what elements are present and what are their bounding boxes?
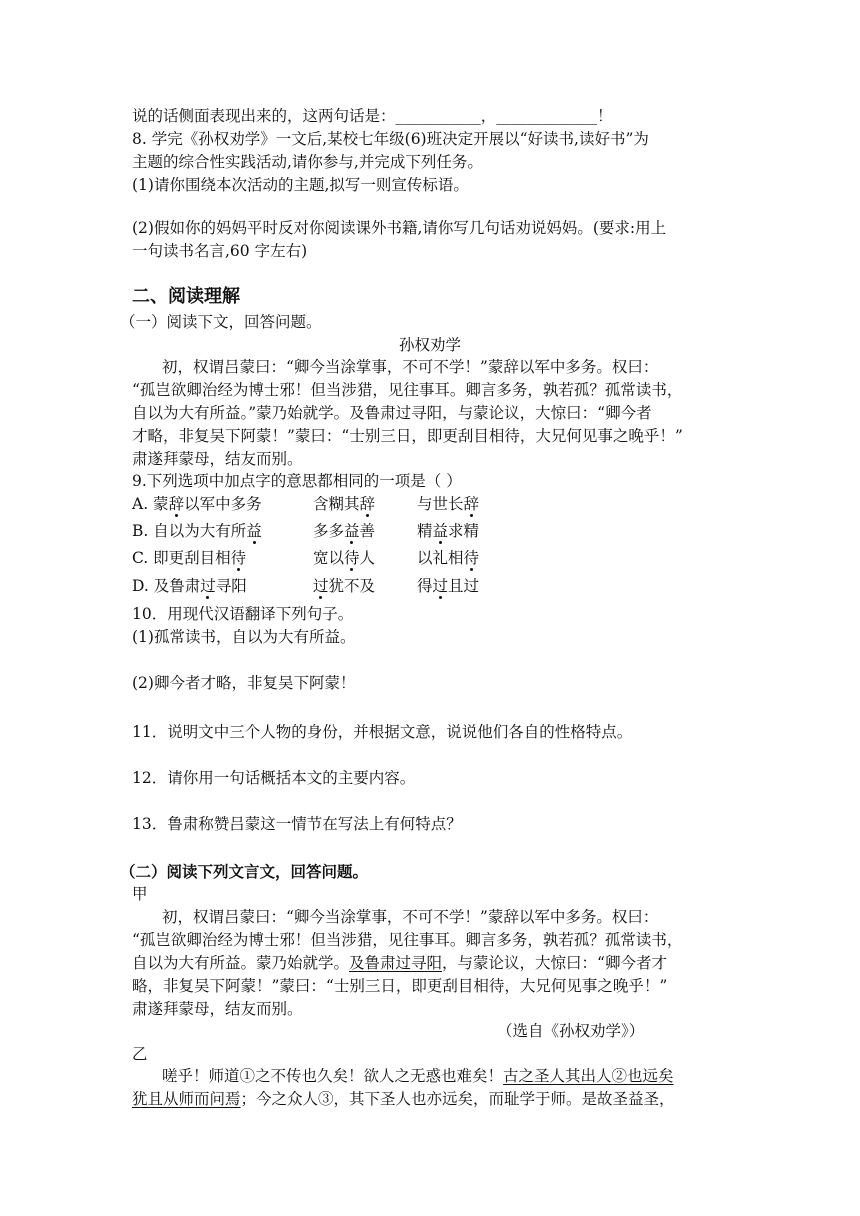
q8-task2-line1: (2)假如你的妈妈平时反对你阅读课外书籍,请你写几句话劝说妈妈。(要求:用上 xyxy=(132,219,667,237)
passage-title: 孙权劝学 xyxy=(398,336,461,354)
option-a-col2: 含糊其辞 xyxy=(313,495,376,513)
underlined-phrase: 犹且从师而问焉 xyxy=(132,1090,241,1108)
q10-sentence-1: (1)孤常读书，自以为大有所益。 xyxy=(132,628,356,646)
part1-intro: （一）阅读下文，回答问题。 xyxy=(120,313,322,331)
answer-blank-2[interactable]: _____________ xyxy=(496,107,598,125)
dotted-char: 辞 xyxy=(359,495,376,513)
yi-line-2: 犹且从师而问焉；今之众人③，其下圣人也亦远矣，而耻学于师。是故圣益圣， xyxy=(132,1090,675,1108)
exclamation: ！ xyxy=(597,107,613,125)
q8-task1: (1)请你围绕本次活动的主题,拟写一则宣传标语。 xyxy=(132,176,469,194)
option-a-col3: 与世长辞 xyxy=(417,495,480,513)
dotted-char: 待 xyxy=(344,549,360,567)
separator: ， xyxy=(480,107,497,125)
q8-stem-line1: 8. 学完《孙权劝学》一文后,某校七年级(6)班决定开展以“好读书,读好书”为 xyxy=(132,130,649,148)
underlined-phrase: 古之圣人其出人②也远矣 xyxy=(503,1067,674,1085)
dotted-char: 辞 xyxy=(168,495,185,513)
jia-line-5: 肃遂拜蒙母，结友而别。 xyxy=(132,1000,303,1018)
dotted-char: 过 xyxy=(200,577,216,595)
q10-stem: 10．用现代汉语翻译下列句子。 xyxy=(132,605,354,623)
jia-line-1: 初，权谓吕蒙曰：“卿今当涂掌事，不可不学！”蒙辞以军中多务。权曰： xyxy=(162,908,659,926)
passage-line-5: 肃遂拜蒙母，结友而别。 xyxy=(132,450,303,468)
q13-stem: 13．鲁肃称赞吕蒙这一情节在写法上有何特点？ xyxy=(132,815,462,833)
q8-task2-line2: 一句读书名言,60 字左右) xyxy=(132,242,308,260)
q7-tail-line xyxy=(132,106,613,126)
q9-stem: 9.下列选项中加点字的意思都相同的一项是（ ） xyxy=(132,472,462,490)
dotted-char: 待 xyxy=(230,549,247,567)
jia-line-3: 自以为大有所益。蒙乃始就学。及鲁肃过寻阳，与蒙论议，大惊曰：“卿今者才 xyxy=(132,954,667,972)
underlined-phrase: 及鲁肃过寻阳 xyxy=(349,954,443,972)
part2-intro: （二）阅读下列文言文，回答问题。 xyxy=(120,862,369,881)
option-a-col1: A. 蒙辞以军中多务 xyxy=(132,495,262,513)
q7-tail-text: 说的话侧面表现出来的，这两句话是： xyxy=(132,107,396,125)
option-b-col3: 精益求精 xyxy=(417,522,480,540)
dotted-char: 过 xyxy=(432,577,449,595)
dotted-char: 辞 xyxy=(463,495,480,513)
dotted-char: 待 xyxy=(463,549,480,567)
passage-line-4: 才略，非复吴下阿蒙！”蒙曰：“士别三日，即更刮目相待，大兄何见事之晚乎！” xyxy=(132,427,683,445)
option-b-col1: B. 自以为大有所益 xyxy=(132,522,262,540)
q8-stem-line2: 主题的综合性实践活动,请你参与,并完成下列任务。 xyxy=(132,153,483,171)
passage-line-3: 自以为大有所益。”蒙乃始就学。及鲁肃过寻阳，与蒙论议，大惊曰：“卿今者 xyxy=(132,404,652,422)
yi-line-1: 嗟乎！师道①之不传也久矣！欲人之无惑也难矣！古之圣人其出人②也远矣 xyxy=(162,1067,674,1085)
option-b-col2: 多多益善 xyxy=(313,522,376,540)
passage-line-1: 初，权谓吕蒙曰：“卿今当涂掌事，不可不学！”蒙辞以军中多务。权曰： xyxy=(162,358,659,376)
dotted-char: 益 xyxy=(432,522,449,540)
dotted-char: 过 xyxy=(313,577,329,595)
section-heading: 二、阅读理解 xyxy=(132,286,240,307)
q11-stem: 11．说明文中三个人物的身份，并根据文意，说说他们各自的性格特点。 xyxy=(132,723,633,741)
passage-label-yi: 乙 xyxy=(132,1045,148,1063)
dotted-char: 益 xyxy=(246,522,262,540)
q10-sentence-2: (2)卿今者才略，非复吴下阿蒙！ xyxy=(132,674,356,692)
option-d-col3: 得过且过 xyxy=(417,577,480,595)
q12-stem: 12．请你用一句话概括本文的主要内容。 xyxy=(132,769,416,787)
jia-line-2: “孤岂欲卿治经为博士邪！但当涉猎，见往事耳。卿言多务，孰若孤？孤常读书， xyxy=(132,931,683,949)
passage-line-2: “孤岂欲卿治经为博士邪！但当涉猎，见往事耳。卿言多务，孰若孤？孤常读书， xyxy=(132,381,683,399)
jia-line-4: 略，非复吴下阿蒙！”蒙曰：“士别三日，即更刮目相待，大兄何见事之晚乎！” xyxy=(132,977,668,995)
option-c-col3: 以礼相待 xyxy=(417,549,480,567)
source-note: （选自《孙权劝学》） xyxy=(497,1022,645,1040)
passage-label-jia: 甲 xyxy=(132,885,148,903)
option-c-col1: C. 即更刮目相待 xyxy=(132,549,247,567)
option-d-col2: 过犹不及 xyxy=(313,577,376,595)
option-c-col2: 宽以待人 xyxy=(313,549,376,567)
option-d-col1: D. 及鲁肃过寻阳 xyxy=(132,577,247,595)
dotted-char: 益 xyxy=(344,522,360,540)
answer-blank-1[interactable]: ___________ xyxy=(395,107,481,125)
